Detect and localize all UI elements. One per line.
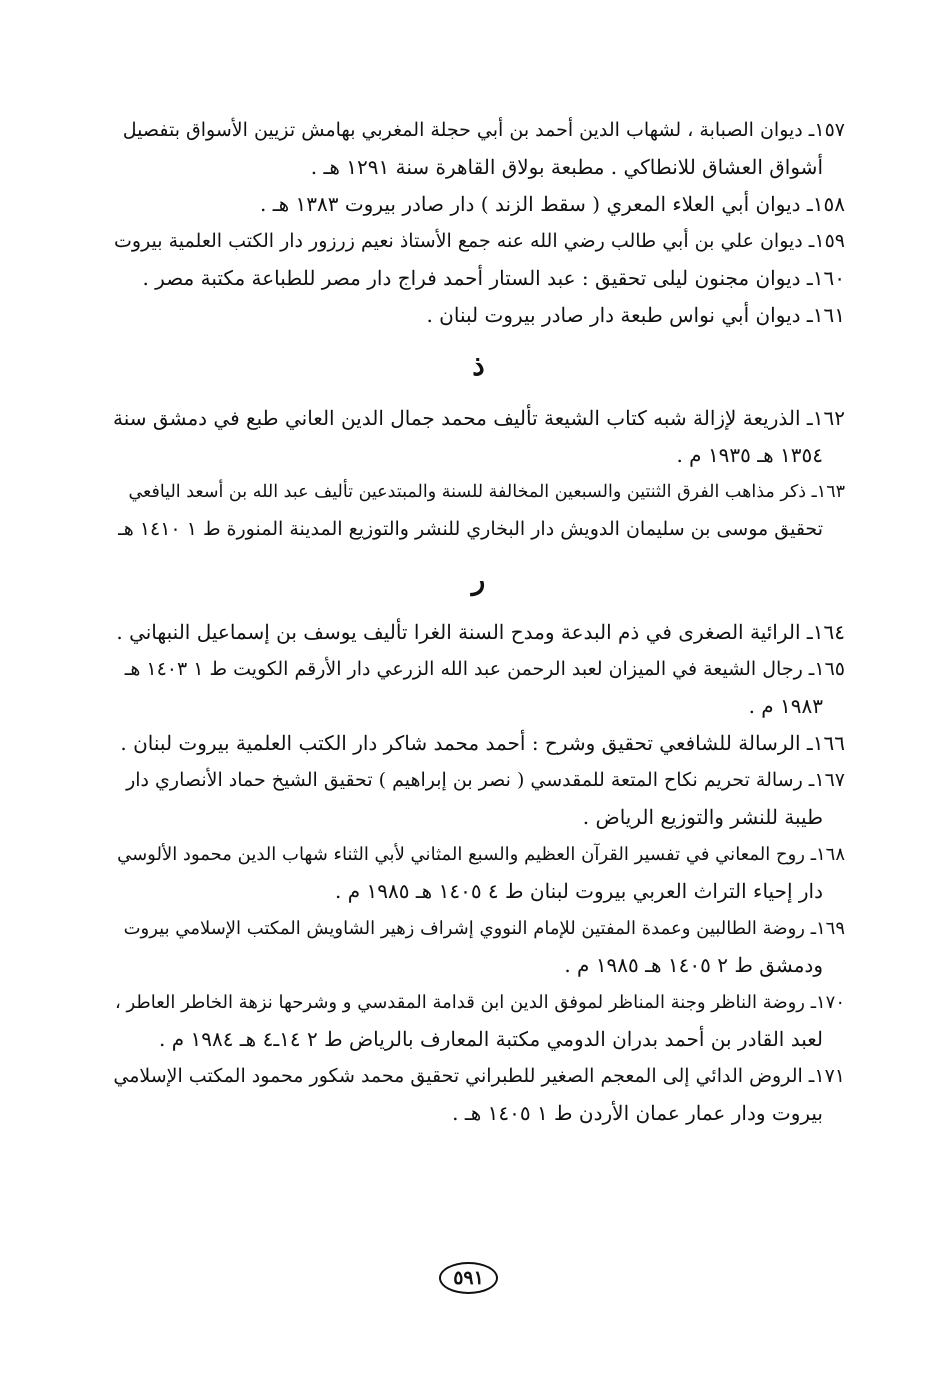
entry-161 bbox=[112, 297, 845, 334]
entry-line: ١٥٧ـ ديوان الصبابة ، لشهاب الدين أحمد بن أبي حجلة المغربي بهامش تزيين الأسواق بتفصيل bbox=[122, 119, 845, 141]
entry-line: ١٧١ـ الروض الدائي إلى المعجم الصغير للطبراني تحقيق محمد شكور محمود المكتب الإسلامي bbox=[113, 1065, 845, 1087]
entry-169 bbox=[112, 910, 845, 984]
entry-line: ودمشق ط ٢ ١٤٠٥ هـ ١٩٨٥ م . bbox=[564, 953, 823, 977]
entry-line: ١٧٠ـ روضة الناظر وجنة المناظر لموفق الدين ابن قدامة المقدسي و وشرحها نزهة الخاطر العاطر ، bbox=[114, 992, 845, 1013]
entry-line: ١٣٥٤ هـ ١٩٣٥ م . bbox=[676, 443, 823, 467]
entry-line: ١٦٣ـ ذكر مذاهب الفرق الثنتين والسبعين المخالفة للسنة والمبتدعين تأليف عبد الله بن أسعد اليافعي bbox=[128, 482, 845, 502]
entry-line: ١٦١ـ ديوان أبي نواس طبعة دار صادر بيروت لبنان . bbox=[426, 303, 845, 327]
entry-line: ١٦٠ـ ديوان مجنون ليلى تحقيق : عبد الستار أحمد فراج دار مصر للطباعة مكتبة مصر . bbox=[142, 266, 845, 290]
entry-line: ١٦٨ـ روح المعاني في تفسير القرآن العظيم والسبع المثاني لأبي الثناء شهاب الدين محمود الألوسي bbox=[117, 844, 845, 865]
entry-line: طيبة للنشر والتوزيع الرياض . bbox=[582, 805, 823, 829]
entry-162 bbox=[112, 400, 845, 474]
entry-line: ١٦٤ـ الرائية الصغرى في ذم البدعة ومدح السنة الغرا تأليف يوسف بن إسماعيل النبهاني . bbox=[116, 620, 845, 644]
entry-line: ١٦٥ـ رجال الشيعة في الميزان لعبد الرحمن عبد الله الزرعي دار الأرقم الكويت ط ١ ١٤٠٣ هـ bbox=[124, 658, 845, 680]
entry-line: بيروت ودار عمار عمان الأردن ط ١ ١٤٠٥ هـ . bbox=[452, 1101, 823, 1125]
page-number: ٥٩١ bbox=[439, 1262, 498, 1294]
entry-line: لعبد القادر بن أحمد بدران الدومي مكتبة المعارف بالرياض ط ٢ ١٤ـ٤ هـ ١٩٨٤ م . bbox=[159, 1027, 823, 1051]
entry-171 bbox=[112, 1058, 845, 1132]
entry-168 bbox=[112, 836, 845, 910]
entry-line: ١٦٧ـ رسالة تحريم نكاح المتعة للمقدسي ( نصر بن إبراهيم ) تحقيق الشيخ حماد الأنصاري دار bbox=[126, 769, 845, 791]
entry-line: ١٩٨٣ م . bbox=[748, 694, 823, 718]
entry-166 bbox=[112, 725, 845, 762]
section-heading-ra: ر bbox=[471, 563, 486, 596]
entry-163 bbox=[112, 474, 845, 548]
entry-158 bbox=[112, 186, 845, 223]
entry-164 bbox=[112, 614, 845, 651]
entry-line: أشواق العشاق للانطاكي . مطبعة بولاق القاهرة سنة ١٢٩١ هـ . bbox=[310, 155, 823, 179]
entry-line: ١٦٦ـ الرسالة للشافعي تحقيق وشرح : أحمد محمد شاكر دار الكتب العلمية بيروت لبنان . bbox=[120, 731, 845, 755]
section-heading-dhal: ذ bbox=[472, 349, 485, 382]
page-footer bbox=[0, 1262, 937, 1294]
entry-line: ١٦٢ـ الذريعة لإزالة شبه كتاب الشيعة تأليف محمد جمال الدين العاني طبع في دمشق سنة bbox=[113, 406, 845, 430]
entry-165 bbox=[112, 651, 845, 725]
entry-line: تحقيق موسى بن سليمان الدويش دار البخاري للنشر والتوزيع المدينة المنورة ط ١ ١٤١٠ هـ bbox=[118, 518, 823, 540]
entry-line: دار إحياء التراث العربي بيروت لبنان ط ٤ ١٤٠٥ هـ ١٩٨٥ م . bbox=[335, 879, 823, 903]
entry-157 bbox=[112, 112, 845, 186]
entry-167 bbox=[112, 762, 845, 836]
entry-170 bbox=[112, 984, 845, 1058]
bibliography-list bbox=[112, 112, 845, 1132]
entry-line: ١٦٩ـ روضة الطالبين وعمدة المفتين للإمام النووي إشراف زهير الشاويش المكتب الإسلامي بيروت bbox=[123, 918, 845, 939]
entry-160 bbox=[112, 260, 845, 297]
entry-159 bbox=[112, 223, 845, 260]
entry-line: ١٥٩ـ ديوان علي بن أبي طالب رضي الله عنه جمع الأستاذ نعيم زرزور دار الكتب العلمية بيروت bbox=[114, 230, 845, 252]
entry-line: ١٥٨ـ ديوان أبي العلاء المعري ( سقط الزند ) دار صادر بيروت ١٣٨٣ هـ . bbox=[260, 192, 845, 216]
